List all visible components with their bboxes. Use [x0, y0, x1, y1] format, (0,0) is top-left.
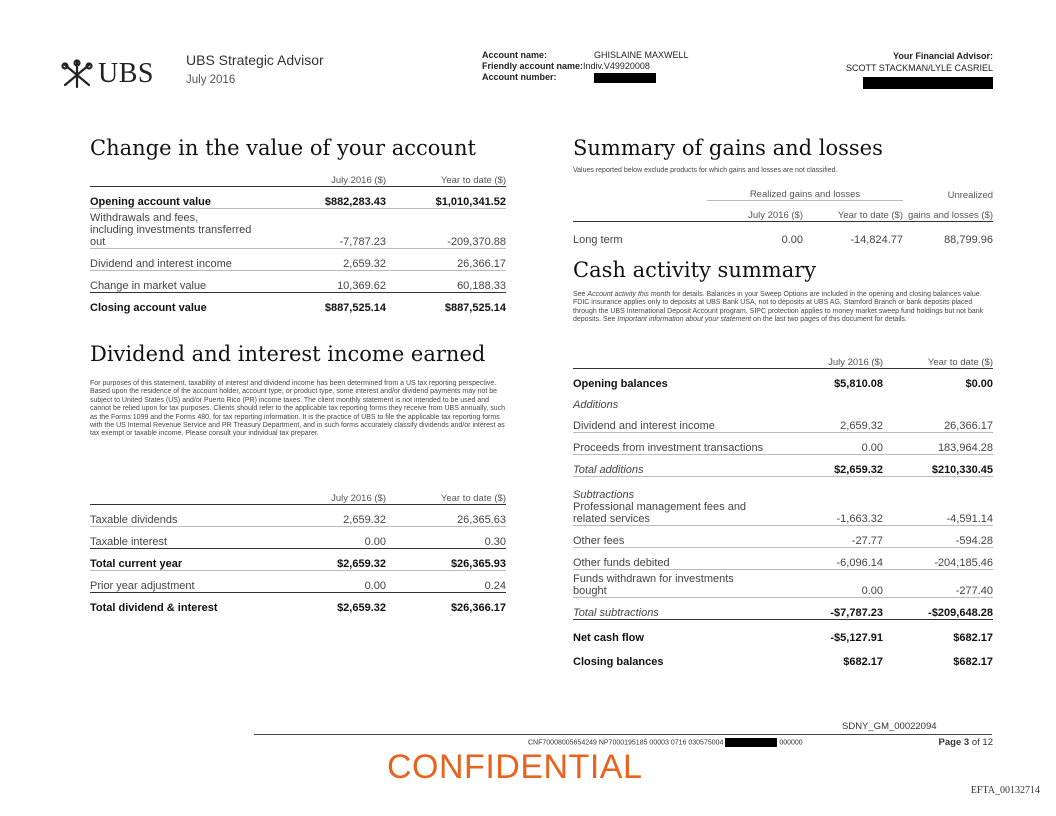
section-label-row: [573, 477, 993, 502]
para-ref: Important information about your statement: [617, 316, 752, 324]
row-value: 0.30: [386, 527, 506, 549]
friendly-name: Indiv.V49920008: [583, 61, 650, 71]
row-label: Taxable dividends: [90, 505, 266, 527]
row-value: 0.00: [781, 233, 803, 246]
cash-title: Cash activity summary: [573, 258, 817, 282]
table-row: [573, 411, 993, 433]
change-col1: July 2016 ($): [266, 166, 386, 187]
change-col2: Year to date ($): [386, 166, 506, 187]
table-row: [573, 526, 993, 548]
row-label-line: related services: [573, 513, 651, 525]
row-label: Proceeds from investment transactions: [573, 433, 793, 455]
gains-col3: gains and losses ($): [903, 201, 993, 222]
row-label: Total subtractions: [573, 598, 793, 620]
row-label-line: out: [90, 236, 106, 248]
row-value: -6,096.14: [793, 548, 883, 570]
row-label: [90, 209, 266, 249]
table-row: [573, 598, 993, 620]
table-row: [573, 620, 993, 645]
confidential-stamp: CONFIDENTIAL: [387, 748, 643, 786]
row-value: $26,365.93: [386, 549, 506, 571]
para-text: See: [573, 291, 588, 298]
dividend-header-row: [90, 484, 506, 505]
row-value: -204,185.46: [883, 548, 993, 570]
row-value: $682.17: [953, 632, 993, 644]
row-label: Long term: [573, 233, 623, 246]
row-value: 26,366.17: [883, 411, 993, 433]
account-number-redaction: [594, 73, 656, 83]
page-num: 3: [963, 737, 970, 748]
row-label: Dividend and interest income: [573, 411, 793, 433]
gains-col2: Year to date ($): [803, 201, 903, 222]
table-row: [573, 433, 993, 455]
row-label: Prior year adjustment: [90, 571, 266, 593]
bates-number: SDNY_GM_00022094: [842, 721, 937, 732]
row-value: $1,010,341.52: [386, 187, 506, 209]
cash-disclaimer: [573, 291, 993, 325]
ubs-keys-icon: [60, 59, 94, 89]
row-value: $887,525.14: [444, 302, 506, 314]
product-name: UBS Strategic Advisor: [186, 52, 324, 68]
code-redaction: [725, 738, 777, 747]
row-value: 0.00: [793, 570, 883, 598]
page-number: [939, 737, 993, 748]
dividend-col1: July 2016 ($): [266, 484, 386, 505]
row-label: Net cash flow: [573, 632, 644, 644]
gains-col1: July 2016 ($): [707, 201, 803, 222]
row-value: 2,659.32: [266, 505, 386, 527]
efta-number: EFTA_00132714: [970, 785, 1040, 796]
subtractions-label: Subtractions: [573, 489, 635, 501]
table-row: [573, 369, 993, 391]
ubs-logo: [60, 58, 154, 90]
row-value: $887,525.14: [324, 302, 386, 314]
account-name: GHISLAINE MAXWELL: [594, 50, 689, 60]
gains-table: [573, 180, 993, 246]
dividend-title: Dividend and interest income earned: [90, 342, 486, 366]
row-value: -7,787.23: [266, 209, 386, 249]
change-header-row: [90, 166, 506, 187]
row-value: $0.00: [965, 378, 993, 390]
row-label: Other funds debited: [573, 548, 793, 570]
row-value: -209,370.88: [386, 209, 506, 249]
gains-group-header: [573, 180, 993, 201]
table-row: [573, 501, 993, 526]
table-row: [573, 570, 993, 598]
row-value: 0.24: [386, 571, 506, 593]
table-row: [90, 187, 506, 209]
account-name-label: Account name:: [482, 50, 548, 60]
row-label: Closing account value: [90, 302, 207, 314]
table-row: [90, 249, 506, 271]
code-right: 000000: [779, 739, 803, 747]
row-value: -277.40: [883, 570, 993, 598]
change-table: [90, 166, 506, 314]
cash-col2: Year to date ($): [883, 348, 993, 369]
row-label: Other fees: [573, 526, 793, 548]
cash-header-row: [573, 348, 993, 369]
table-row: [90, 549, 506, 571]
row-value: $5,810.08: [834, 378, 883, 390]
table-row: [90, 505, 506, 527]
dividend-col2: Year to date ($): [386, 484, 506, 505]
row-value: -594.28: [883, 526, 993, 548]
cash-col1: July 2016 ($): [793, 348, 883, 369]
advisor-names: SCOTT STACKMAN/LYLE CASRIEL: [845, 63, 993, 73]
row-value: 2,659.32: [793, 411, 883, 433]
row-value: 0.00: [793, 433, 883, 455]
account-info: [482, 50, 689, 83]
table-row: [90, 593, 506, 615]
table-row: [90, 271, 506, 293]
row-value: $210,330.45: [883, 455, 993, 477]
row-value: 26,366.17: [386, 249, 506, 271]
advisor-label: Your Financial Advisor:: [892, 51, 993, 61]
realized-header: Realized gains and losses: [707, 180, 903, 201]
row-label: [573, 501, 793, 526]
table-row: [573, 548, 993, 570]
row-value: $2,659.32: [793, 455, 883, 477]
gains-header-row: [573, 201, 993, 222]
table-row: [90, 293, 506, 315]
row-label-line: Funds withdrawn for investments: [573, 573, 734, 585]
advisor-info: [846, 50, 993, 92]
gains-title: Summary of gains and losses: [573, 136, 883, 160]
row-value: -1,663.32: [793, 501, 883, 526]
product-block: [186, 52, 324, 86]
row-label-line: Withdrawals and fees,: [90, 212, 199, 224]
row-value: 183,964.28: [883, 433, 993, 455]
table-row: [90, 527, 506, 549]
row-value: 26,365.63: [386, 505, 506, 527]
row-value: -4,591.14: [883, 501, 993, 526]
row-label: Taxable interest: [90, 527, 266, 549]
account-number-label: Account number:: [482, 72, 557, 82]
para-ref: Account activity this month: [587, 291, 671, 298]
unrealized-header: Unrealized: [947, 189, 993, 201]
page-total: 12: [982, 737, 993, 748]
row-label: [573, 570, 793, 598]
row-label: Opening balances: [573, 378, 668, 390]
row-value: $882,283.43: [266, 187, 386, 209]
table-row: [90, 571, 506, 593]
friendly-name-label: Friendly account name:: [482, 61, 584, 71]
row-label: Total current year: [90, 549, 266, 571]
row-value: $2,659.32: [266, 549, 386, 571]
row-value: -27.77: [793, 526, 883, 548]
row-value: 2,659.32: [266, 249, 386, 271]
row-label: Dividend and interest income: [90, 249, 266, 271]
row-value: $682.17: [843, 656, 883, 668]
additions-label: Additions: [573, 399, 619, 411]
row-value: -$7,787.23: [793, 598, 883, 620]
row-label: Total dividend & interest: [90, 602, 218, 614]
row-label-line: including investments transferred: [90, 224, 252, 236]
page-of: of: [971, 737, 980, 748]
row-label: Change in market value: [90, 271, 266, 293]
footer-codes: [528, 738, 803, 747]
table-row: [573, 222, 993, 246]
gains-note: Values reported below exclude products for which gains and losses are not classified.: [573, 167, 838, 174]
advisor-redaction: [863, 77, 993, 89]
cash-table: [573, 348, 993, 668]
code-left: CNF70008005654249 NP7000195185 00003 0716 030575004: [528, 739, 724, 747]
footer-rule: [254, 734, 992, 735]
row-value: 0.00: [266, 571, 386, 593]
row-label: Total additions: [573, 455, 793, 477]
row-value: 60,188.33: [386, 271, 506, 293]
table-row: [573, 644, 993, 668]
dividend-disclaimer: For purposes of this statement, taxability of interest and dividend income has been determined from a US tax reporting perspective. Based upon the residence of the account holder, account type, or product type, some interest and/or dividend payments may not be subject to United States (US) and/or Puerto Rico (PR) income taxes. The client monthly statement is not intended to be used and cannot be relied upon for tax purposes. Clients should refer to the applicable tax reporting forms they receive from UBS annually, such as the Forms 1099 and the Forms 480, for tax reporting information. It is the practice of UBS to file the applicable tax reporting forms with the US Internal Revenue Service and PR Treasury Department, and in such forms accurately classify dividends and/or interest as tax exempt or taxable income. Please consult your individual tax preparer.: [90, 380, 506, 438]
section-label-row: [573, 390, 993, 411]
row-value: 10,369.62: [266, 271, 386, 293]
para-text: for details. Balances in your Sweep Options are included in the opening and closing balances value. FDIC insurance applies only to deposits at UBS Bank USA, not to deposits at UBS AG, Stamford Branch or bank deposits placed through the UBS International Deposit Account program. SIPC protection applies to money market sweep fund holdings but not bank deposits. See: [573, 291, 984, 324]
brand-wordmark: UBS: [98, 58, 154, 89]
row-value: $2,659.32: [337, 602, 386, 614]
row-value: $682.17: [953, 656, 993, 668]
dividend-table: [90, 484, 506, 614]
para-text: on the last two pages of this document for details.: [751, 316, 907, 324]
statement-period: July 2016: [186, 74, 236, 86]
row-label: Closing balances: [573, 656, 664, 668]
change-title: Change in the value of your account: [90, 136, 476, 160]
table-row: [90, 209, 506, 249]
row-value: 0.00: [266, 527, 386, 549]
row-value: -$5,127.91: [830, 632, 883, 644]
table-row: [573, 455, 993, 477]
row-value: -$209,648.28: [883, 598, 993, 620]
row-label-line: bought: [573, 585, 607, 597]
row-label-line: Professional management fees and: [573, 501, 747, 513]
row-value: $26,366.17: [450, 602, 506, 614]
row-value: -14,824.77: [850, 233, 903, 246]
row-value: 88,799.96: [944, 233, 993, 246]
row-label: Opening account value: [90, 187, 266, 209]
page-word: Page: [938, 737, 962, 748]
